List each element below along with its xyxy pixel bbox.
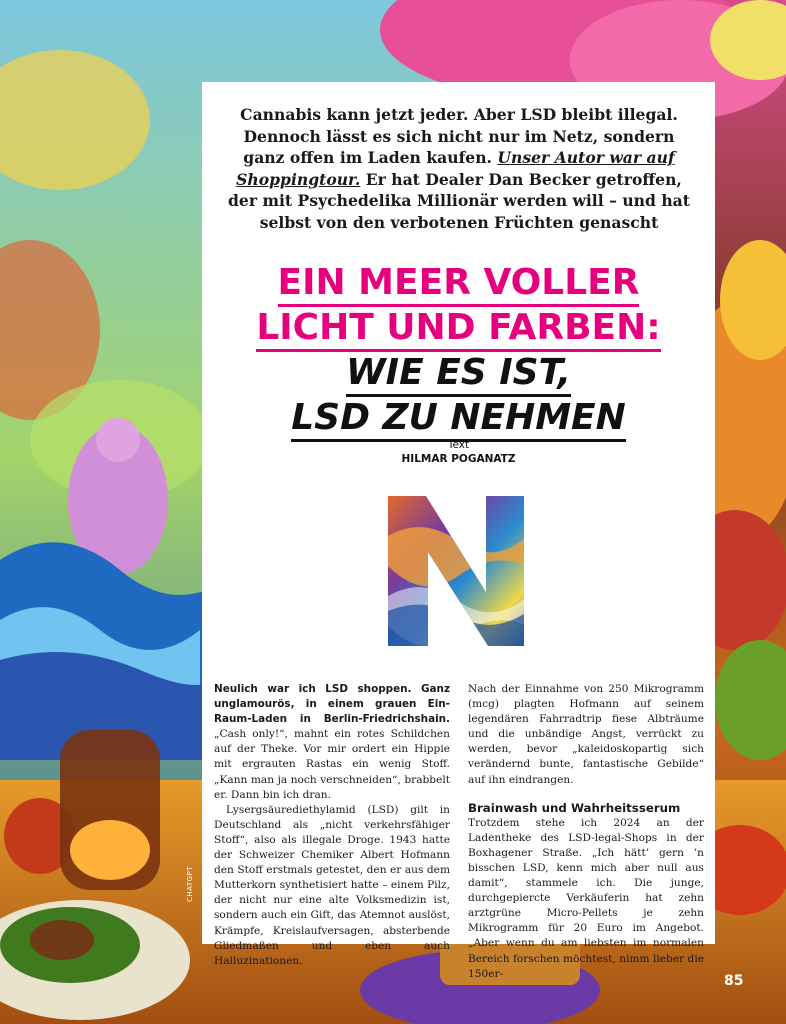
body-paragraph: Nach der Einnahme von 250 Mikrogramm (mcg) plagten Hofmann auf seinem legendären Fahrradtrip fiese Albträume und die unbändige Angst, verrückt zu werden, bevor „kaleidoskopartig sich verändernd bunte, fantastische Gebilde“ auf ihn eindrangen.	[468, 683, 704, 786]
byline-author: HILMAR POGANATZ	[401, 453, 516, 465]
intro-text-end: Er hat Dealer Dan Becker getroffen, der mit Psychedelika Millionär werden will – und hat selbst von den verbotenen Früchten genascht	[228, 169, 690, 232]
article-column-1	[214, 682, 450, 969]
intro-teaser	[224, 104, 694, 233]
article-panel	[202, 82, 715, 980]
byline	[202, 438, 715, 466]
body-paragraph: Lysergsäurediethylamid (LSD) gilt in Deutschland als „nicht verkehrsfähiger Stoff“, also als illegale Droge. 1943 hatte der Schweizer Chemiker Albert Hofmann den Stoff erstmals getestet, den er aus dem Mutterkorn synthetisiert hatte – einem Pilz, der nicht nur eine alte Volksmedizin ist, sondern auch ein Gift, das Atemnot auslöst, Krämpfe, Kreislaufversagen, absterbende Gliedmaßen und eben auch Halluzinationen.	[214, 803, 450, 967]
byline-label: Text	[447, 439, 470, 451]
intro-author-link[interactable]: Unser Autor war auf Shoppingtour.	[236, 148, 675, 189]
section-subhead: Brainwash und Wahrheitsserum	[468, 800, 681, 815]
lead-paragraph: Neulich war ich LSD shoppen. Ganz unglamourös, in einem grauen Ein-Raum-Laden in Berlin-Friedrichshain.	[214, 683, 450, 726]
article-headline	[202, 262, 715, 442]
headline-line-2: LICHT UND FARBEN:	[256, 307, 660, 352]
article-column-2	[468, 682, 704, 982]
headline-line-4: LSD ZU NEHMEN	[291, 397, 626, 442]
image-credit: CHATGPT	[186, 865, 194, 902]
body-paragraph: Trotzdem stehe ich 2024 an der Ladentheke des LSD-legal-Shops in der Boxhagener Straße. „Ich hätt’ gern ’n bisschen LSD, kenn mich aber null aus damit“, stammele ich. Die junge, durchgepiercte Verkäuferin hat zehn arztgrüne Micro-Pellets je zehn Mikrogramm für 20 Euro im Angebot. „Aber wenn du am liebsten im normalen Bereich forschen möchtest, nimm lieber die 150er-	[468, 816, 704, 980]
dropcap-letter	[388, 496, 528, 648]
intro-text-start: Cannabis kann jetzt jeder. Aber LSD bleibt illegal. Dennoch lässt es sich nicht nur im Netz, sondern ganz offen im Laden kaufen.	[240, 105, 678, 167]
lead-paragraph-rest: „Cash only!“, mahnt ein rotes Schildchen auf der Theke. Vor mir ordert ein Hippie mit ergrauten Rastas ein wenig Stoff. „Kann man ja noch verschneiden“, brabbelt er. Dann bin ich dran.	[214, 728, 450, 801]
headline-line-3: WIE ES IST,	[346, 352, 571, 397]
headline-line-1: EIN MEER VOLLER	[278, 262, 640, 307]
page-number: 85	[724, 973, 744, 989]
